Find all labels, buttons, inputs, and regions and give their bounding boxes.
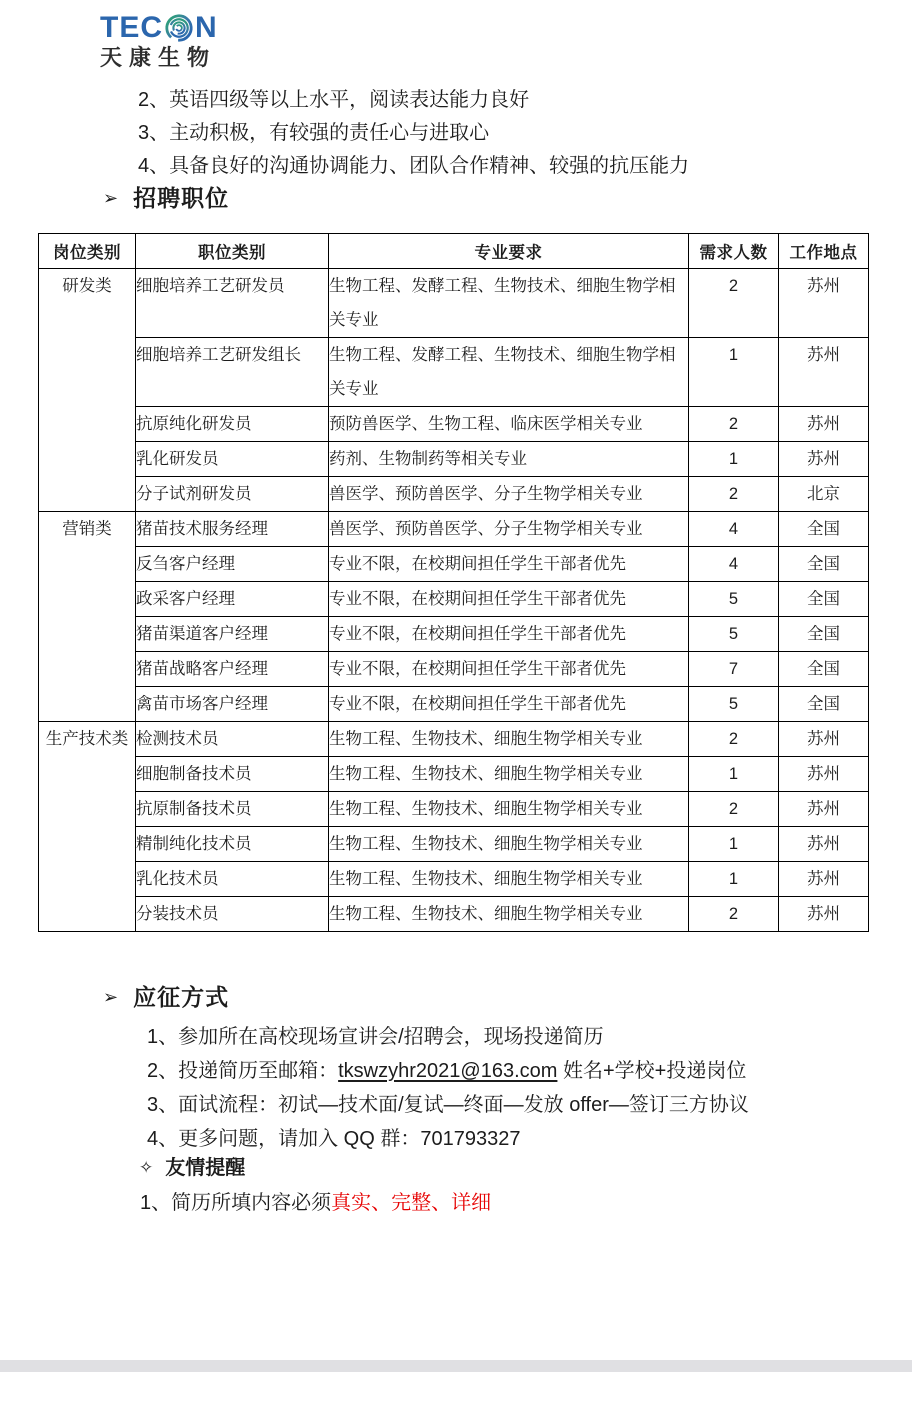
diamond-bullet-icon: ✧ [139, 1158, 154, 1177]
reminder-title: 友情提醒 [165, 1157, 246, 1179]
cell-location: 苏州 [779, 442, 869, 477]
cell-position: 禽苗市场客户经理 [136, 687, 329, 722]
arrow-bullet-icon: ➢ [103, 987, 119, 1007]
cell-position: 分装技术员 [136, 897, 329, 932]
page-divider-band [0, 1360, 912, 1372]
reminder-header [139, 1153, 245, 1183]
section-title: 招聘职位 [133, 185, 230, 211]
cell-location: 苏州 [779, 269, 869, 338]
cell-count: 2 [689, 722, 779, 757]
cell-major: 药剂、生物制药等相关专业 [329, 442, 689, 477]
cell-major: 生物工程、生物技术、细胞生物学相关专业 [329, 792, 689, 827]
table-row [39, 547, 869, 582]
cell-position: 乳化研发员 [136, 442, 329, 477]
reminder-item-prefix: 1、简历所填内容必须 [140, 1192, 332, 1214]
cell-location: 苏州 [779, 827, 869, 862]
cell-location: 苏州 [779, 722, 869, 757]
cell-major: 生物工程、生物技术、细胞生物学相关专业 [329, 722, 689, 757]
cell-position: 抗原纯化研发员 [136, 407, 329, 442]
header-job-title: 职位类别 [136, 234, 329, 269]
cell-major: 生物工程、生物技术、细胞生物学相关专业 [329, 827, 689, 862]
cell-location: 苏州 [779, 407, 869, 442]
brand-text-suffix: N [195, 11, 218, 44]
requirement-item: 4、具备良好的沟通协调能力、团队合作精神、较强的抗压能力 [138, 155, 690, 177]
section-recruit-positions [103, 183, 229, 213]
cell-count: 1 [689, 757, 779, 792]
cell-major: 兽医学、预防兽医学、分子生物学相关专业 [329, 477, 689, 512]
table-row [39, 442, 869, 477]
table-row [39, 827, 869, 862]
brand-text-prefix: TEC [100, 11, 163, 44]
cell-location: 全国 [779, 582, 869, 617]
cell-category: 营销类 [39, 512, 136, 722]
cell-count: 5 [689, 582, 779, 617]
section-apply-method [103, 982, 229, 1012]
cell-position: 抗原制备技术员 [136, 792, 329, 827]
cell-category: 生产技术类 [39, 722, 136, 932]
cell-location: 全国 [779, 652, 869, 687]
requirement-item: 3、主动积极，有较强的责任心与进取心 [138, 122, 490, 144]
table-row [39, 512, 869, 547]
table-row [39, 897, 869, 932]
cell-count: 1 [689, 827, 779, 862]
table-header-row [39, 234, 869, 269]
table-row [39, 757, 869, 792]
reminder-item-highlight: 真实、完整、详细 [331, 1192, 492, 1214]
header-position-category: 岗位类别 [39, 234, 136, 269]
cell-position: 政采客户经理 [136, 582, 329, 617]
table-row [39, 792, 869, 827]
apply-item [147, 1054, 749, 1088]
cell-major: 专业不限，在校期间担任学生干部者优先 [329, 617, 689, 652]
requirement-list [138, 84, 689, 183]
table-row [39, 652, 869, 687]
cell-count: 2 [689, 477, 779, 512]
header-major-requirement: 专业要求 [329, 234, 689, 269]
cell-count: 4 [689, 512, 779, 547]
table-row [39, 862, 869, 897]
cell-major: 专业不限，在校期间担任学生干部者优先 [329, 687, 689, 722]
cell-major: 生物工程、发酵工程、生物技术、细胞生物学相关专业 [329, 338, 689, 407]
cell-position: 细胞培养工艺研发组长 [136, 338, 329, 407]
table-row [39, 617, 869, 652]
cell-count: 2 [689, 407, 779, 442]
cell-count: 2 [689, 269, 779, 338]
arrow-bullet-icon: ➢ [103, 188, 119, 208]
cell-count: 1 [689, 338, 779, 407]
table-row [39, 338, 869, 407]
cell-position: 猪苗技术服务经理 [136, 512, 329, 547]
cell-position: 细胞培养工艺研发员 [136, 269, 329, 338]
cell-location: 苏州 [779, 792, 869, 827]
cell-position: 分子试剂研发员 [136, 477, 329, 512]
table-row [39, 722, 869, 757]
apply-method-list [147, 1020, 749, 1156]
apply-item-prefix: 2、投递简历至邮箱： [147, 1060, 339, 1082]
cell-category: 研发类 [39, 269, 136, 512]
cell-count: 5 [689, 617, 779, 652]
cell-major: 生物工程、生物技术、细胞生物学相关专业 [329, 757, 689, 792]
apply-item: 3、面试流程：初试—技术面/复试—终面—发放 offer—签订三方协议 [147, 1094, 749, 1116]
cell-major: 生物工程、发酵工程、生物技术、细胞生物学相关专业 [329, 269, 689, 338]
cell-location: 北京 [779, 477, 869, 512]
apply-item-suffix: 姓名+学校+投递岗位 [557, 1060, 747, 1082]
cell-count: 1 [689, 862, 779, 897]
reminder-item [140, 1188, 491, 1218]
cell-location: 苏州 [779, 862, 869, 897]
cell-major: 兽医学、预防兽医学、分子生物学相关专业 [329, 512, 689, 547]
cell-location: 苏州 [779, 897, 869, 932]
brand-subtitle: 天康生物 [100, 45, 217, 70]
cell-location: 苏州 [779, 757, 869, 792]
cell-location: 全国 [779, 512, 869, 547]
cell-count: 2 [689, 792, 779, 827]
brand-wordmark [100, 12, 218, 44]
cell-position: 猪苗渠道客户经理 [136, 617, 329, 652]
table-row [39, 407, 869, 442]
cell-location: 苏州 [779, 338, 869, 407]
cell-location: 全国 [779, 547, 869, 582]
cell-major: 预防兽医学、生物工程、临床医学相关专业 [329, 407, 689, 442]
cell-major: 生物工程、生物技术、细胞生物学相关专业 [329, 862, 689, 897]
table-row [39, 477, 869, 512]
cell-major: 专业不限，在校期间担任学生干部者优先 [329, 547, 689, 582]
table-row [39, 582, 869, 617]
cell-location: 全国 [779, 617, 869, 652]
cell-count: 5 [689, 687, 779, 722]
cell-major: 生物工程、生物技术、细胞生物学相关专业 [329, 897, 689, 932]
positions-table [38, 233, 869, 932]
cell-count: 1 [689, 442, 779, 477]
table-row [39, 269, 869, 338]
cell-position: 乳化技术员 [136, 862, 329, 897]
apply-item: 4、更多问题，请加入 QQ 群：701793327 [147, 1128, 521, 1150]
cell-location: 全国 [779, 687, 869, 722]
spiral-rings-icon [164, 13, 194, 43]
table-row [39, 687, 869, 722]
requirement-item: 2、英语四级等以上水平，阅读表达能力良好 [138, 89, 530, 111]
section-title: 应征方式 [133, 984, 230, 1010]
cell-major: 专业不限，在校期间担任学生干部者优先 [329, 582, 689, 617]
cell-count: 4 [689, 547, 779, 582]
cell-position: 反刍客户经理 [136, 547, 329, 582]
cell-position: 检测技术员 [136, 722, 329, 757]
email-link[interactable]: tkswzyhr2021@163.com [338, 1060, 558, 1082]
header-location: 工作地点 [779, 234, 869, 269]
apply-item: 1、参加所在高校现场宣讲会/招聘会，现场投递简历 [147, 1026, 604, 1048]
company-logo [100, 12, 218, 71]
cell-major: 专业不限，在校期间担任学生干部者优先 [329, 652, 689, 687]
cell-position: 细胞制备技术员 [136, 757, 329, 792]
cell-count: 7 [689, 652, 779, 687]
header-headcount: 需求人数 [689, 234, 779, 269]
cell-position: 精制纯化技术员 [136, 827, 329, 862]
cell-position: 猪苗战略客户经理 [136, 652, 329, 687]
cell-count: 2 [689, 897, 779, 932]
